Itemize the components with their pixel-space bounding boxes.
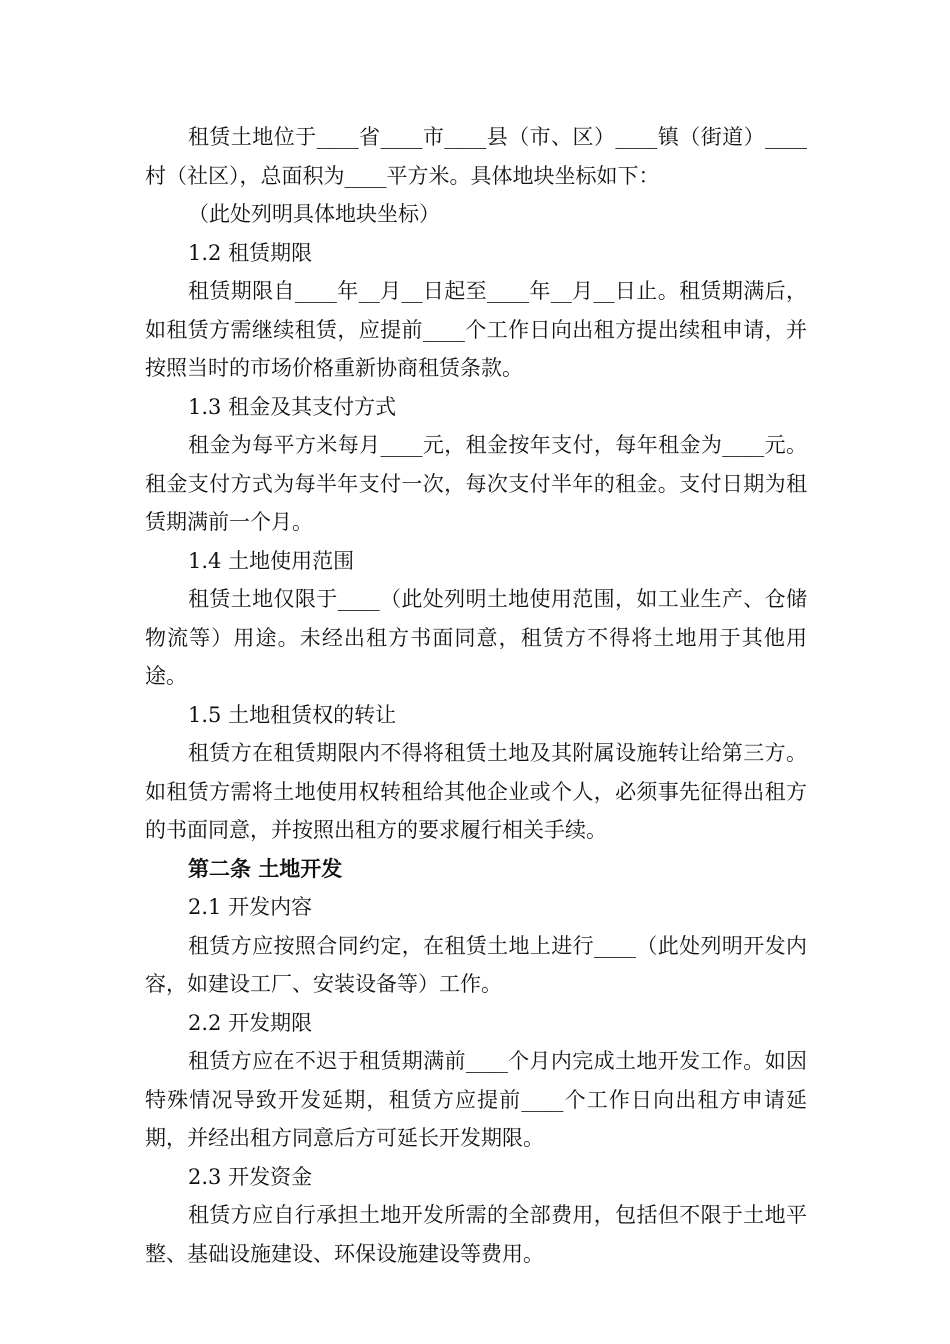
paragraph-land-location: 租赁土地位于____省____市____县（市、区）____镇（街道）____村（社区），总面积为____平方米。具体地块坐标如下： (145, 125, 807, 188)
paragraph-development-period: 租赁方应在不迟于租赁期满前____个月内完成土地开发工作。如因特殊情况导致开发延期，租赁方应提前____个工作日向出租方申请延期，并经出租方同意后方可延长开发期限。 (145, 1049, 807, 1150)
subheading-lease-term: 1.2 租赁期限 (188, 240, 313, 265)
subheading-development-content: 2.1 开发内容 (188, 895, 313, 919)
subheading-development-funds: 2.3 开发资金 (188, 1164, 313, 1189)
paragraph-coordinates-placeholder: （此处列明具体地块坐标） (188, 202, 440, 226)
paragraph-development-content: 租赁方应按照合同约定，在租赁土地上进行____（此处列明开发内容，如建设工厂、安装设备等）工作。 (145, 933, 807, 996)
subheading-development-period: 2.2 开发期限 (188, 1010, 313, 1035)
contract-page (145, 118, 807, 1273)
paragraph-development-funds: 租赁方应自行承担土地开发所需的全部费用，包括但不限于土地平整、基础设施建设、环保设施建设等费用。 (145, 1203, 807, 1266)
paragraph-land-use-scope: 租赁土地仅限于____（此处列明土地使用范围，如工业生产、仓储物流等）用途。未经出租方书面同意，租赁方不得将土地用于其他用途。 (145, 587, 807, 688)
subheading-rent-payment: 1.3 租金及其支付方式 (188, 394, 397, 419)
article-two-heading: 第二条 土地开发 (188, 856, 343, 881)
subheading-lease-transfer: 1.5 土地租赁权的转让 (188, 702, 397, 727)
paragraph-lease-term: 租赁期限自____年__月__日起至____年__月__日止。租赁期满后，如租赁方需继续租赁，应提前____个工作日向出租方提出续租申请，并按照当时的市场价格重新协商租赁条款。 (145, 279, 807, 380)
subheading-land-use-scope: 1.4 土地使用范围 (188, 548, 355, 573)
paragraph-lease-transfer: 租赁方在租赁期限内不得将租赁土地及其附属设施转让给第三方。如租赁方需将土地使用权转租给其他企业或个人，必须事先征得出租方的书面同意，并按照出租方的要求履行相关手续。 (145, 741, 807, 842)
paragraph-rent-payment: 租金为每平方米每月____元，租金按年支付，每年租金为____元。租金支付方式为每半年支付一次，每次支付半年的租金。支付日期为租赁期满前一个月。 (145, 433, 807, 534)
